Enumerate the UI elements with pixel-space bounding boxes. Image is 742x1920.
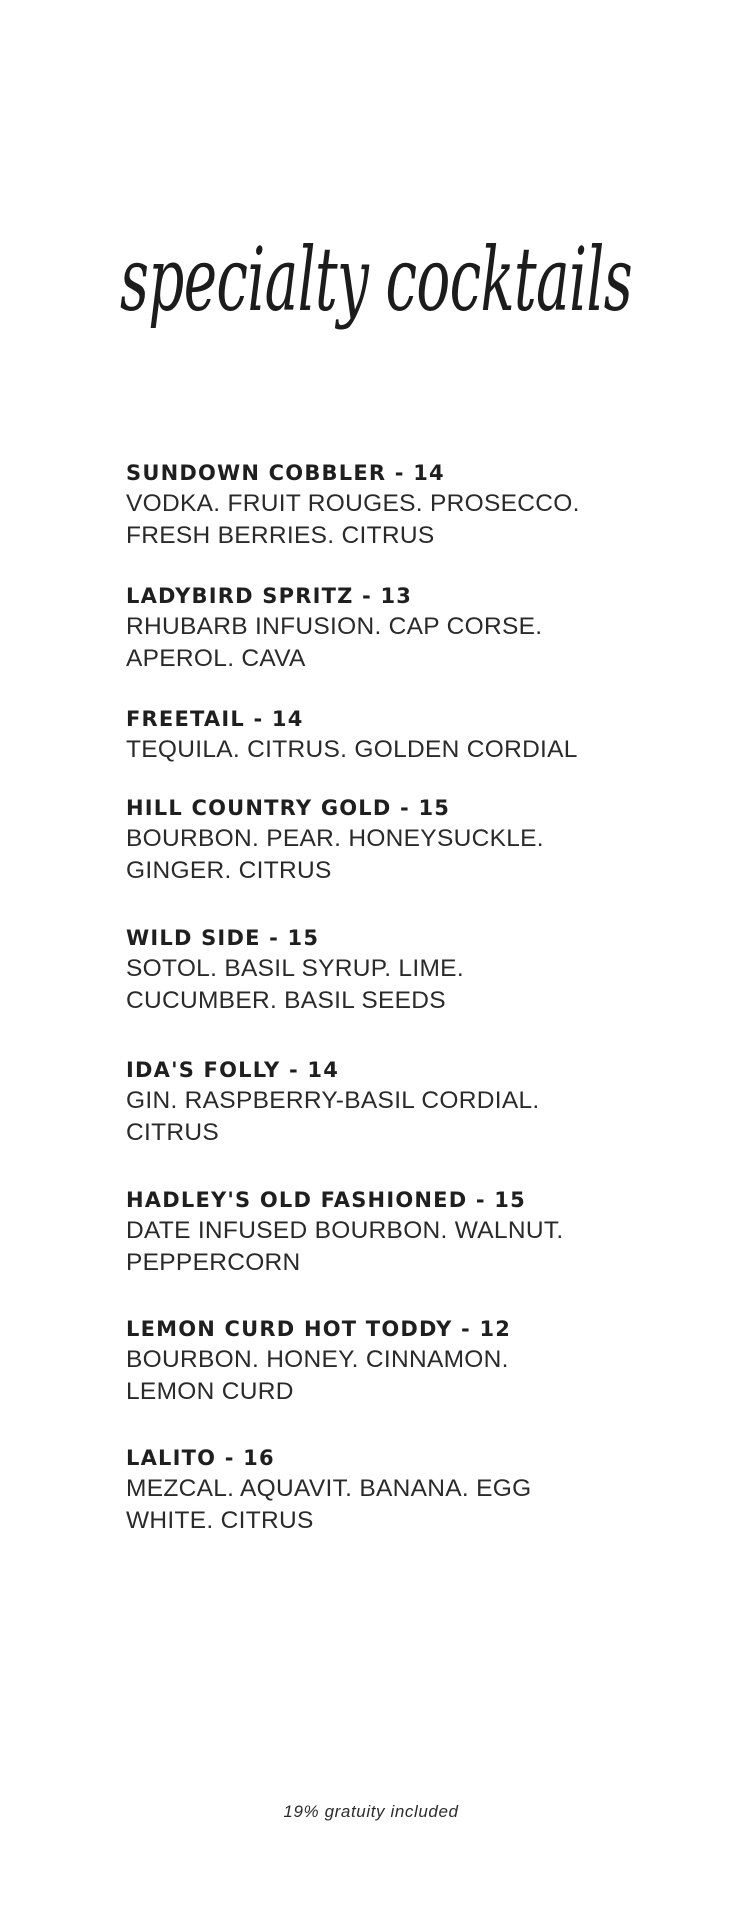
item-name: IDA'S FOLLY - 14: [126, 1058, 340, 1082]
item-description: DATE INFUSED BOURBON. WALNUT. PEPPERCORN: [126, 1217, 564, 1276]
item-name: SUNDOWN COBBLER - 14: [126, 461, 445, 485]
item-description: SOTOL. BASIL SYRUP. LIME. CUCUMBER. BASIL SEEDS: [126, 955, 464, 1014]
item-description: RHUBARB INFUSION. CAP CORSE. APEROL. CAVA: [126, 613, 543, 672]
menu-item: [126, 1185, 686, 1279]
menu-item: [126, 458, 686, 552]
menu-item: [126, 1443, 686, 1537]
item-name: HADLEY'S OLD FASHIONED - 15: [126, 1188, 526, 1212]
gratuity-note: 19% gratuity included: [283, 1802, 459, 1821]
item-name: FREETAIL - 14: [126, 707, 304, 731]
menu-item: [126, 581, 686, 675]
menu-item: [126, 923, 686, 1017]
item-name: WILD SIDE - 15: [126, 926, 320, 950]
item-name: HILL COUNTRY GOLD - 15: [126, 796, 451, 820]
item-name: LALITO - 16: [126, 1446, 275, 1470]
menu-item: [126, 1314, 686, 1408]
item-name: LADYBIRD SPRITZ - 13: [126, 584, 413, 608]
item-description: GIN. RASPBERRY-BASIL CORDIAL. CITRUS: [126, 1087, 540, 1146]
item-description: VODKA. FRUIT ROUGES. PROSECCO. FRESH BERRIES. CITRUS: [126, 490, 580, 549]
menu-title-script: [118, 210, 638, 390]
item-description: BOURBON. PEAR. HONEYSUCKLE. GINGER. CITRUS: [126, 825, 544, 884]
menu-item: [126, 1055, 686, 1149]
menu-item: [126, 793, 686, 887]
menu-title-text: specialty cocktails: [120, 228, 632, 331]
item-description: TEQUILA. CITRUS. GOLDEN CORDIAL: [126, 736, 578, 763]
item-description: MEZCAL. AQUAVIT. BANANA. EGG WHITE. CITRUS: [126, 1475, 532, 1534]
item-description: BOURBON. HONEY. CINNAMON. LEMON CURD: [126, 1346, 509, 1405]
menu-title: [118, 210, 638, 390]
menu-item: [126, 704, 686, 766]
item-name: LEMON CURD HOT TODDY - 12: [126, 1317, 512, 1341]
